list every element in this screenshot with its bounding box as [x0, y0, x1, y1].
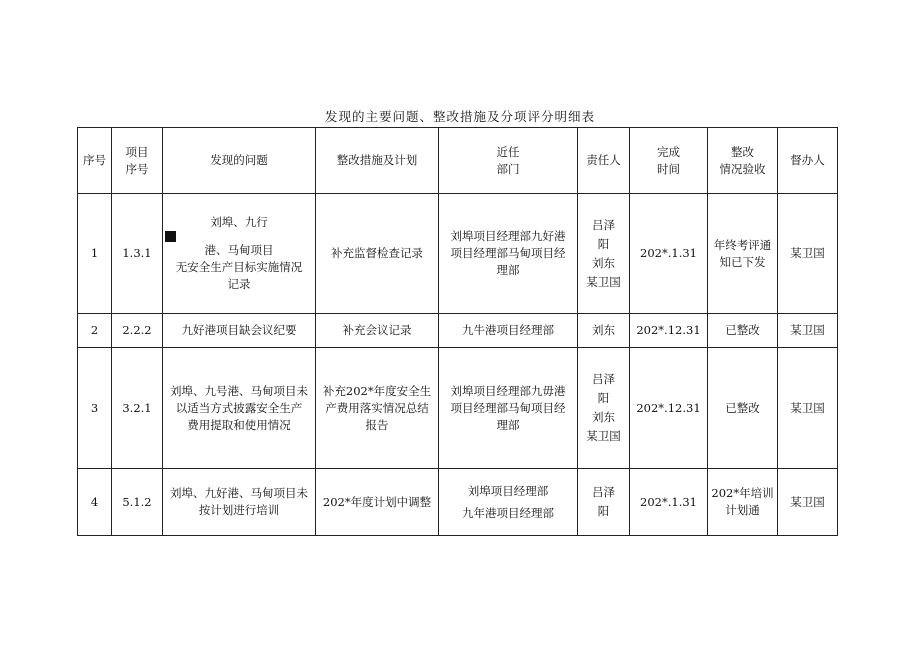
header-measures: 整改措施及计划 — [316, 128, 439, 194]
header-person: 责任人 — [578, 128, 630, 194]
cell-acceptance: 202*年培训 计划通 — [708, 469, 778, 536]
cell-dept: 刘埠项目经理部九好港 项目经理部马甸项目经 理部 — [439, 194, 578, 314]
table-row — [78, 314, 838, 348]
cell-problem: 九好港项目缺会议纪要 — [163, 314, 316, 348]
problems-table — [77, 127, 838, 536]
header-dept: 近任 部门 — [439, 128, 578, 194]
header-seq: 序号 — [78, 128, 112, 194]
cell-item-no: 1.3.1 — [112, 194, 163, 314]
header-acceptance: 整改 情况验收 — [708, 128, 778, 194]
cell-supervisor: 某卫国 — [778, 314, 838, 348]
cell-acceptance: 已整改 — [708, 348, 778, 469]
cell-deadline: 202*.1.31 — [630, 194, 708, 314]
cell-item-no: 2.2.2 — [112, 314, 163, 348]
cell-measures: 补充监督检查记录 — [316, 194, 439, 314]
cell-person: 吕泽 阳 刘东 某卫国 — [578, 194, 630, 314]
cell-problem: 刘埠、九好港、马甸项目未 按计划进行培训 — [163, 469, 316, 536]
cell-problem: 刘埠、九号港、马甸项目未 以适当方式披露安全生产 费用提取和使用情况 — [163, 348, 316, 469]
cell-seq: 3 — [78, 348, 112, 469]
header-row — [78, 128, 838, 194]
cell-problem: 刘埠、九行 港、马甸项目 无安全生产目标实施情况 记录 — [163, 194, 316, 314]
cell-dept: 九牛港项目经理部 — [439, 314, 578, 348]
cell-person: 吕泽 阳 — [578, 469, 630, 536]
cell-supervisor: 某卫国 — [778, 194, 838, 314]
header-item-no: 项目 序号 — [112, 128, 163, 194]
cell-deadline: 202*.12.31 — [630, 348, 708, 469]
cell-supervisor: 某卫国 — [778, 348, 838, 469]
cell-seq: 4 — [78, 469, 112, 536]
table-row — [78, 348, 838, 469]
cell-acceptance: 已整改 — [708, 314, 778, 348]
cell-supervisor: 某卫国 — [778, 469, 838, 536]
cell-seq: 2 — [78, 314, 112, 348]
cell-person: 刘东 — [578, 314, 630, 348]
header-supervisor: 督办人 — [778, 128, 838, 194]
table-row — [78, 194, 838, 314]
table-row — [78, 469, 838, 536]
cell-measures: 202*年度计划中调整 — [316, 469, 439, 536]
cell-dept: 刘埠项目经理部 九年港项目经理部 — [439, 469, 578, 536]
cell-item-no: 3.2.1 — [112, 348, 163, 469]
cell-dept: 刘埠项目经理部九毋港 项目经理部马甸项目经 理部 — [439, 348, 578, 469]
cell-seq: 1 — [78, 194, 112, 314]
cell-deadline: 202*.1.31 — [630, 469, 708, 536]
cell-measures: 补充会议记录 — [316, 314, 439, 348]
table-title: 发现的主要问题、整改措施及分项评分明细表 — [324, 109, 595, 124]
cell-item-no: 5.1.2 — [112, 469, 163, 536]
cell-acceptance: 年终考评通 知已下发 — [708, 194, 778, 314]
redaction-block — [165, 231, 176, 242]
cell-deadline: 202*.12.31 — [630, 314, 708, 348]
cell-person: 吕泽 阳 刘东 某卫国 — [578, 348, 630, 469]
header-problem: 发现的问题 — [163, 128, 316, 194]
cell-measures: 补充202*年度安全生 产费用落实情况总结 报告 — [316, 348, 439, 469]
header-deadline: 完成 时间 — [630, 128, 708, 194]
